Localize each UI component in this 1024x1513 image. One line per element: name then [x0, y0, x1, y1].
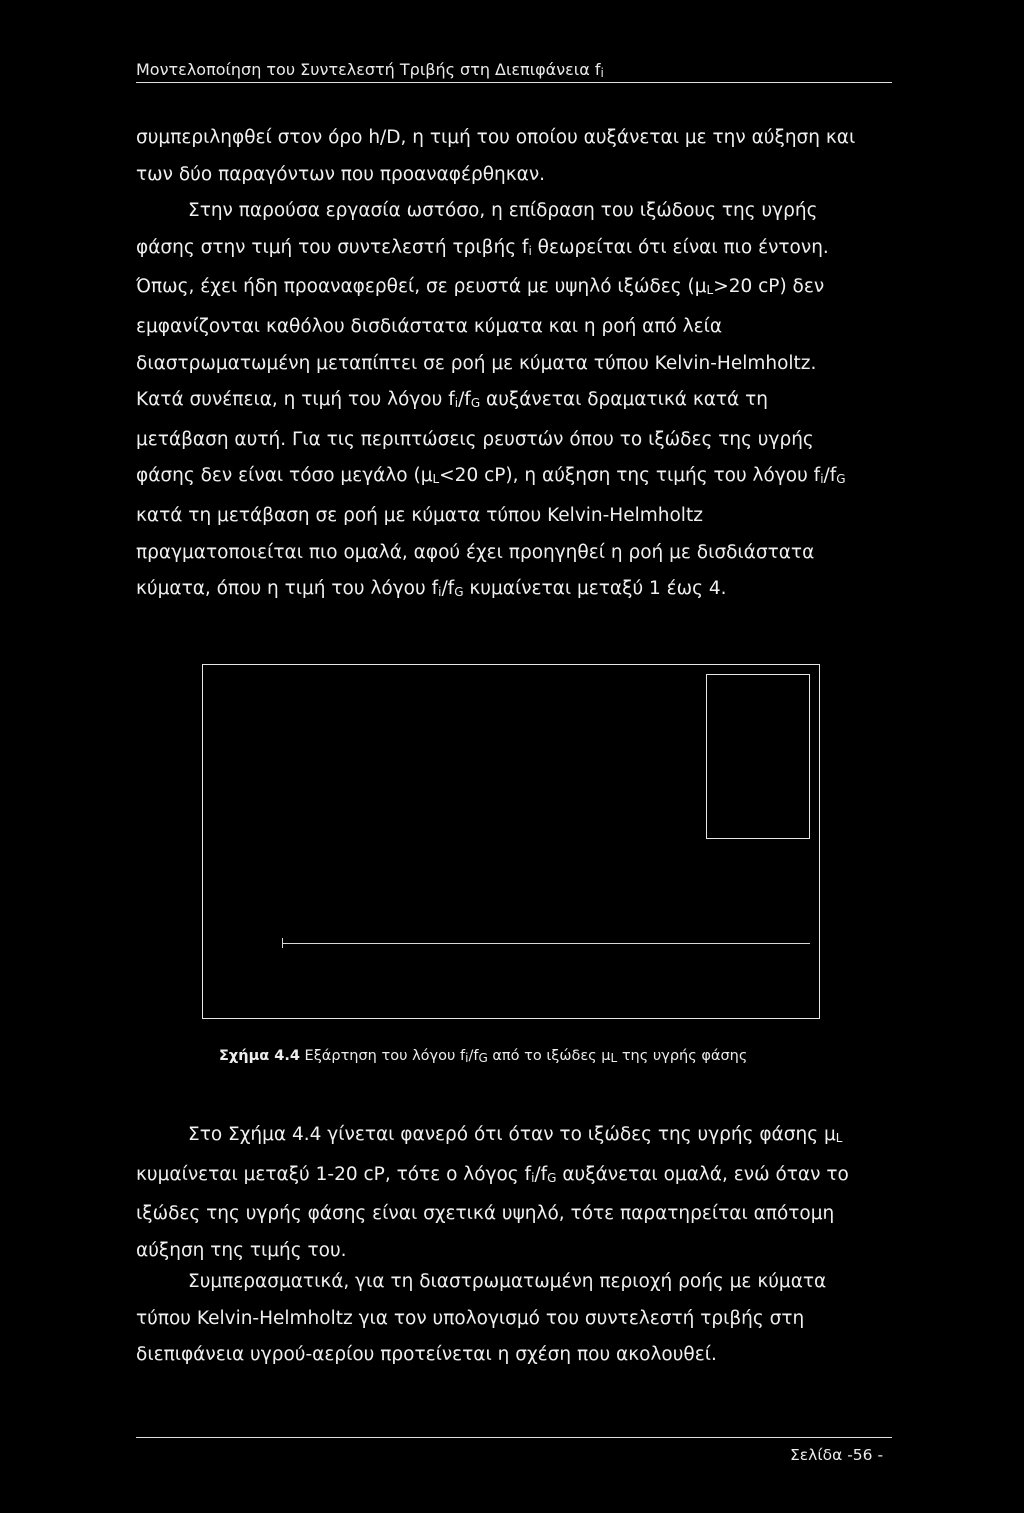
- text-line: Στην παρούσα εργασία ωστόσο, η επίδραση του ιξώδους της υγρής: [188, 200, 818, 222]
- paragraph-1: [136, 120, 892, 611]
- running-header: Μοντελοποίηση του Συντελεστή Τριβής στη Διεπιφάνεια fi: [136, 60, 604, 80]
- text-line: διεπιφάνεια υγρού-αερίου προτείνεται η σχέση που ακολουθεί.: [136, 1344, 717, 1366]
- text-line: μετάβαση αυτή. Για τις περιπτώσεις ρευστών όπου το ιξώδες της υγρής: [136, 428, 814, 450]
- text-line: συμπεριληφθεί στον όρο h/D, η τιμή του οποίου αυξάνεται με την αύξηση και: [136, 127, 856, 148]
- figure-caption: Σχήμα 4.4 Εξάρτηση του λόγου fi/fG από το ιξώδες μL της υγρής φάσης: [219, 1048, 748, 1065]
- paragraph-2: [136, 1117, 892, 1269]
- text-line: κύματα, όπου η τιμή του λόγου fi/fG κυμαίνεται μεταξύ 1 έως 4.: [136, 578, 727, 600]
- text-line: φάσης δεν είναι τόσο μεγάλο (μL<20 cP), η αύξηση της τιμής του λόγου fi/fG: [136, 465, 846, 487]
- figure-axis-line: [282, 943, 810, 944]
- text-line: αύξηση της τιμής του.: [136, 1239, 347, 1261]
- text-line: εμφανίζονται καθόλου δισδιάστατα κύματα και η ροή από λεία: [136, 315, 723, 337]
- text-line: Κατά συνέπεια, η τιμή του λόγου fi/fG αυξάνεται δραματικά κατά τη: [136, 389, 768, 411]
- page-number: Σελίδα -56 -: [790, 1446, 884, 1464]
- text-line: φάσης στην τιμή του συντελεστή τριβής fi θεωρείται ότι είναι πιο έντονη.: [136, 236, 829, 258]
- text-line: των δύο παραγόντων που προαναφέρθηκαν.: [136, 163, 546, 185]
- paragraph-3: [136, 1264, 892, 1374]
- text-line: Συμπερασματικά, για τη διαστρωματωμένη περιοχή ροής με κύματα: [188, 1271, 827, 1292]
- text-line: κατά τη μετάβαση σε ροή με κύματα τύπου Kelvin-Helmholtz: [136, 504, 703, 526]
- text-line: Όπως, έχει ήδη προαναφερθεί, σε ρευστά με υψηλό ιξώδες (μL>20 cP) δεν: [136, 276, 825, 298]
- footer-rule: [136, 1437, 892, 1438]
- text-line: κυμαίνεται μεταξύ 1-20 cP, τότε ο λόγος fi/fG αυξάνεται ομαλά, ενώ όταν το: [136, 1163, 849, 1185]
- text-line: πραγματοποιείται πιο ομαλά, αφού έχει προηγηθεί η ροή με δισδιάστατα: [136, 541, 815, 563]
- text-line: διαστρωματωμένη μεταπίπτει σε ροή με κύματα τύπου Kelvin-Helmholtz.: [136, 352, 817, 374]
- figure-axis-tick: [282, 938, 283, 948]
- text-line: τύπου Kelvin-Helmholtz για τον υπολογισμό του συντελεστή τριβής στη: [136, 1307, 805, 1329]
- text-line: Στο Σχήμα 4.4 γίνεται φανερό ότι όταν το ιξώδες της υγρής φάσης μL: [188, 1124, 843, 1145]
- figure-inset-box: [706, 674, 810, 839]
- text-line: ιξώδες της υγρής φάσης είναι σχετικά υψηλό, τότε παρατηρείται απότομη: [136, 1203, 835, 1225]
- header-rule: [136, 82, 892, 83]
